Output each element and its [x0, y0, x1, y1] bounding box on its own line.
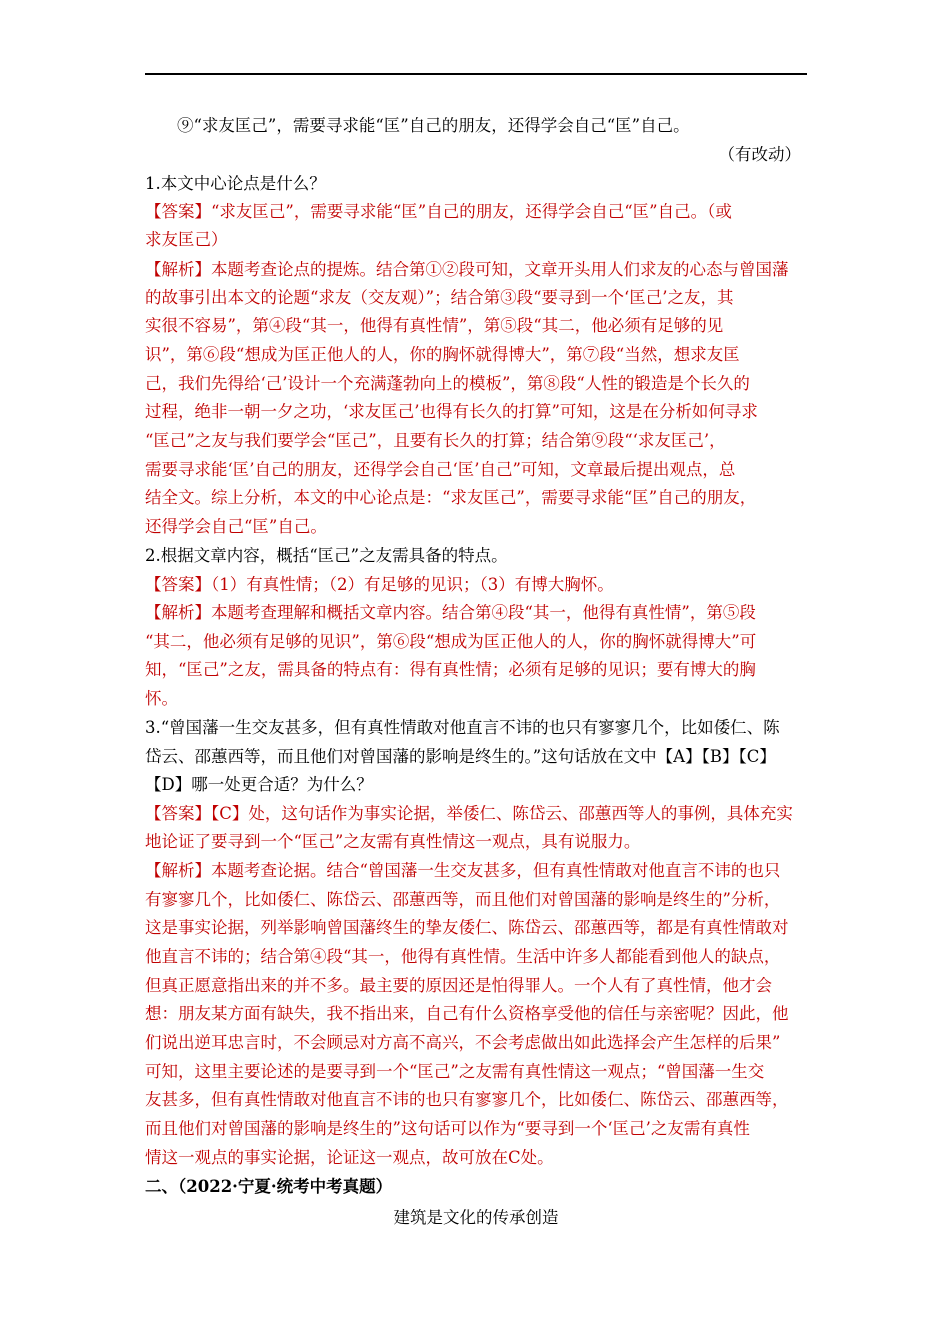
analysis-line: 情这一观点的事实论据，论证这一观点，故可放在C处。 — [145, 1148, 554, 1167]
answer-line: 地论证了要寻到一个“匡己”之友需有真性情这一观点，具有说服力。 — [145, 832, 641, 851]
analysis-line: 怀。 — [145, 689, 178, 708]
question-3: 【D】哪一处更合适？为什么？ — [145, 775, 373, 794]
analysis-line: 但真正愿意指出来的并不多。最主要的原因还是怕得罪人。一个人有了真性情，他才会 — [145, 976, 772, 995]
analysis-line: 识”，第⑥段“想成为匡正他人的人，你的胸怀就得博大”，第⑦段“当然，想求友匡 — [145, 345, 740, 364]
analysis-line: 想：朋友某方面有缺失，我不指出来，自己有什么资格享受他的信任与亲密呢？因此，他 — [145, 1004, 789, 1023]
source-note: （有改动） — [718, 145, 801, 164]
analysis-line: 知，“匡己”之友，需具备的特点有：得有真性情；必须有足够的见识；要有博大的胸 — [145, 660, 756, 679]
header-rule — [145, 73, 807, 75]
answer-line: 求友匡己） — [145, 230, 228, 249]
analysis-line: 友甚多，但有真性情敢对他直言不讳的也只有寥寥几个，比如倭仁、陈岱云、邵蕙西等， — [145, 1090, 789, 1109]
analysis-line: 【解析】本题考查理解和概括文章内容。结合第④段“其一，他得有真性情”，第⑤段 — [145, 603, 756, 622]
analysis-line: 实很不容易”，第④段“其一，他得有真性情”，第⑤段“其二，他必须有足够的见 — [145, 316, 724, 335]
analysis-line: 还得学会自己“匡”自己。 — [145, 517, 327, 536]
question-2: 2.根据文章内容，概括“匡己”之友需具备的特点。 — [145, 546, 508, 565]
analysis-line: 而且他们对曾国藩的影响是终生的”这句话可以作为“要寻到一个‘匡己’之友需有真性 — [145, 1119, 750, 1138]
analysis-line: 结全文。综上分析，本文的中心论点是：“求友匡己”，需要寻求能“匡”自己的朋友， — [145, 488, 757, 507]
question-3: 岱云、邵蕙西等，而且他们对曾国藩的影响是终生的。”这句话放在文中【A】【B】【C】 — [145, 747, 776, 766]
analysis-line: 有寥寥几个，比如倭仁、陈岱云、邵蕙西等，而且他们对曾国藩的影响是终生的”分析， — [145, 890, 781, 909]
question-3: 3.“曾国藩一生交友甚多，但有真性情敢对他直言不讳的也只有寥寥几个，比如倭仁、陈 — [145, 718, 780, 737]
article-title: 建筑是文化的传承创造 — [393, 1208, 559, 1227]
analysis-line: 们说出逆耳忠言时，不会顾忌对方高不高兴，不会考虑做出如此选择会产生怎样的后果” — [145, 1033, 781, 1052]
analysis-line: 他直言不讳的；结合第④段“其一，他得有真性情。生活中许多人都能看到他人的缺点， — [145, 947, 781, 966]
analysis-line: 需要寻求能‘匡’自己的朋友，还得学会自己‘匡’自己”可知，文章最后提出观点，总 — [145, 460, 736, 479]
analysis-line: 这是事实论据，列举影响曾国藩终生的挚友倭仁、陈岱云、邵蕙西等，都是有真性情敢对 — [145, 918, 789, 937]
analysis-line: 己，我们先得给‘己’设计一个充满蓬勃向上的模板”，第⑧段“人性的锻造是个长久的 — [145, 374, 750, 393]
analysis-line: 的故事引出本文的论题“求友（交友观）”；结合第③段“要寻到一个‘匡己’之友，其 — [145, 288, 734, 307]
answer-line: 【答案】“求友匡己”，需要寻求能“匡”自己的朋友，还得学会自己“匡”自己。（或 — [145, 202, 732, 221]
analysis-line: 【解析】本题考查论点的提炼。结合第①②段可知，文章开头用人们求友的心态与曾国藩 — [145, 260, 789, 279]
question-1: 1.本文中心论点是什么？ — [145, 174, 326, 193]
answer-line: 【答案】（1）有真性情；（2）有足够的见识；（3）有博大胸怀。 — [145, 575, 614, 594]
analysis-line: 【解析】本题考查论据。结合“曾国藩一生交友甚多，但有真性情敢对他直言不讳的也只 — [145, 861, 781, 880]
text-line: ⑨“求友匡己”，需要寻求能“匡”自己的朋友，还得学会自己“匡”自己。 — [177, 116, 690, 135]
analysis-line: “匡己”之友与我们要学会“匡己”，且要有长久的打算；结合第⑨段“‘求友匡己’， — [145, 431, 726, 450]
analysis-line: “其二，他必须有足够的见识”，第⑥段“想成为匡正他人的人，你的胸怀就得博大”可 — [145, 632, 757, 651]
answer-line: 【答案】【C】处，这句话作为事实论据，举倭仁、陈岱云、邵蕙西等人的事例，具体充实 — [145, 804, 793, 823]
analysis-line: 过程，绝非一朝一夕之功，‘求友匡己’也得有长久的打算”可知，这是在分析如何寻求 — [145, 402, 758, 421]
analysis-line: 可知，这里主要论述的是要寻到一个“匡己”之友需有真性情这一观点；“曾国藩一生交 — [145, 1062, 765, 1081]
section-heading: 二、（2022·宁夏·统考中考真题） — [145, 1177, 393, 1196]
